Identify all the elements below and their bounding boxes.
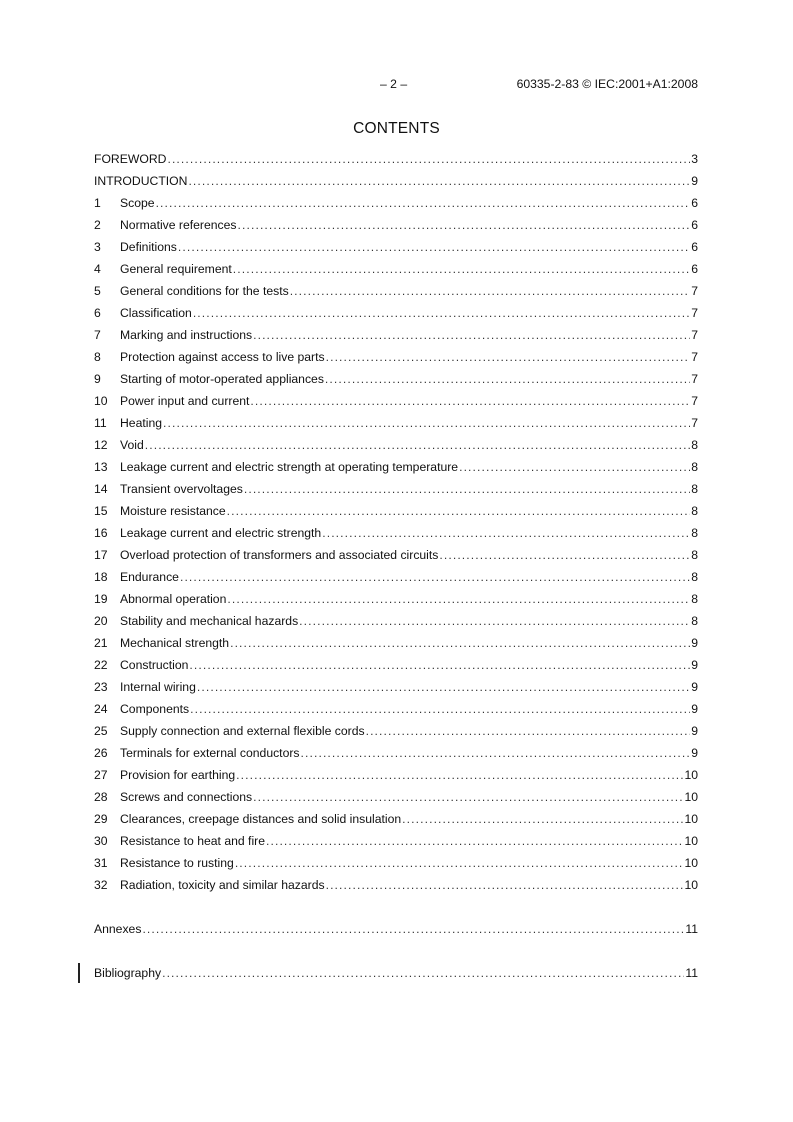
- toc-entry-title: Classification: [120, 306, 192, 320]
- toc-entry-number: 29: [94, 812, 108, 826]
- toc-clause-9[interactable]: [94, 370, 698, 392]
- toc-clause-25[interactable]: [94, 722, 698, 744]
- toc-clause-8[interactable]: [94, 348, 698, 370]
- toc-entry-number: 13: [94, 460, 108, 474]
- toc-entry-title: Heating: [120, 416, 163, 430]
- toc-entry-page: 9: [691, 658, 698, 672]
- toc-entry-page: 8: [691, 548, 698, 562]
- toc-clause-5[interactable]: [94, 282, 698, 304]
- toc-clause-21[interactable]: [94, 634, 698, 656]
- dot-leader: [145, 436, 690, 454]
- dot-leader: [193, 304, 690, 322]
- toc-entry-title: Definitions: [120, 240, 177, 254]
- toc-entry-number: 11: [94, 416, 107, 430]
- toc-entry-number: 24: [94, 702, 108, 716]
- toc-entry-bibliography[interactable]: [94, 964, 698, 986]
- toc-entry-page: 11: [685, 922, 698, 936]
- toc-entry-title: Mechanical strength: [120, 636, 230, 650]
- toc-entry-title: Provision for earthing: [120, 768, 236, 782]
- dot-leader: [325, 370, 690, 388]
- toc-entry-title: Resistance to rusting: [120, 856, 234, 870]
- toc-entry-page: 11: [685, 966, 698, 980]
- toc-entry-page: 8: [691, 614, 698, 628]
- toc-entry-title: Stability and mechanical hazards: [120, 614, 299, 628]
- toc-entry-title: Supply connection and external flexible cords: [120, 724, 365, 738]
- toc-clause-14[interactable]: [94, 480, 698, 502]
- dot-leader: [178, 238, 690, 256]
- toc-entry-title: Protection against access to live parts: [120, 350, 325, 364]
- toc-entry-page: 9: [691, 702, 698, 716]
- toc-entry-page: 8: [691, 526, 698, 540]
- dot-leader: [190, 700, 690, 718]
- toc-entry-number: 8: [94, 350, 101, 364]
- dot-leader: [167, 150, 690, 168]
- toc-entry-page: 7: [691, 306, 698, 320]
- toc-entry-number: 5: [94, 284, 101, 298]
- toc-entry-page: 8: [691, 482, 698, 496]
- toc-entry-number: 31: [94, 856, 108, 870]
- toc-entry-introduction[interactable]: [94, 172, 698, 194]
- toc-entry-page: 8: [691, 460, 698, 474]
- dot-leader: [142, 920, 684, 938]
- toc-entry-number: 4: [94, 262, 101, 276]
- toc-entry-page: 6: [691, 262, 698, 276]
- dot-leader: [439, 546, 690, 564]
- page-header: [380, 77, 698, 93]
- toc-entry-number: 20: [94, 614, 108, 628]
- dot-leader: [163, 414, 690, 432]
- dot-leader: [326, 876, 684, 894]
- toc-entry-title: Construction: [120, 658, 189, 672]
- toc-clause-27[interactable]: [94, 766, 698, 788]
- dot-leader: [162, 964, 684, 982]
- toc-entry-number: 6: [94, 306, 101, 320]
- dot-leader: [250, 392, 690, 410]
- toc-entry-title: Leakage current and electric strength: [120, 526, 322, 540]
- toc-entry-number: 14: [94, 482, 108, 496]
- toc-entry-page: 9: [691, 680, 698, 694]
- toc-entry-title: Internal wiring: [120, 680, 196, 694]
- toc-entry-number: 19: [94, 592, 108, 606]
- toc-entry-page: 7: [691, 328, 698, 342]
- toc-entry-title: Annexes: [94, 922, 142, 936]
- toc-entry-page: 8: [691, 592, 698, 606]
- toc-entry-page: 9: [691, 746, 698, 760]
- toc-entry-title: Bibliography: [94, 966, 162, 980]
- toc-clause-23[interactable]: [94, 678, 698, 700]
- toc-clause-11[interactable]: [94, 414, 698, 436]
- dot-leader: [180, 568, 690, 586]
- toc-entry-page: 10: [684, 834, 698, 848]
- toc-clause-30[interactable]: [94, 832, 698, 854]
- toc-clause-20[interactable]: [94, 612, 698, 634]
- dot-leader: [266, 832, 683, 850]
- toc-entry-page: 6: [691, 196, 698, 210]
- toc-entry-page: 8: [691, 504, 698, 518]
- toc-entry-title: Resistance to heat and fire: [120, 834, 265, 848]
- dot-leader: [236, 766, 683, 784]
- dot-leader: [197, 678, 690, 696]
- toc-clause-3[interactable]: [94, 238, 698, 260]
- toc-clause-22[interactable]: [94, 656, 698, 678]
- toc-entry-number: 7: [94, 328, 101, 342]
- toc-clause-6[interactable]: [94, 304, 698, 326]
- toc-entry-page: 3: [691, 152, 698, 166]
- toc-entry-title: Components: [120, 702, 190, 716]
- dot-leader: [402, 810, 683, 828]
- toc-entry-title: Transient overvoltages: [120, 482, 243, 496]
- toc-entry-number: 1: [94, 196, 101, 210]
- toc-clause-15[interactable]: [94, 502, 698, 524]
- toc-entry-title: Moisture resistance: [120, 504, 226, 518]
- toc-entry-page: 7: [691, 350, 698, 364]
- toc-entry-number: 26: [94, 746, 108, 760]
- page-number: – 2 –: [380, 77, 408, 91]
- change-bar: [78, 963, 80, 983]
- dot-leader: [235, 854, 684, 872]
- dot-leader: [459, 458, 690, 476]
- toc-entry-page: 10: [684, 812, 698, 826]
- toc-entry-number: 30: [94, 834, 108, 848]
- toc-clause-32[interactable]: [94, 876, 698, 898]
- dot-leader: [253, 788, 683, 806]
- toc-entry-title: Clearances, creepage distances and solid insulation: [120, 812, 402, 826]
- dot-leader: [227, 590, 690, 608]
- dot-leader: [230, 634, 690, 652]
- dot-leader: [189, 656, 690, 674]
- toc-entry-page: 8: [691, 438, 698, 452]
- toc-entry-title: Void: [120, 438, 144, 452]
- toc-clause-31[interactable]: [94, 854, 698, 876]
- toc-clause-28[interactable]: [94, 788, 698, 810]
- dot-leader: [290, 282, 691, 300]
- dot-leader: [326, 348, 691, 366]
- toc-entry-number: 22: [94, 658, 108, 672]
- toc-entry-title: Terminals for external conductors: [120, 746, 300, 760]
- toc-entry-page: 8: [691, 570, 698, 584]
- dot-leader: [227, 502, 691, 520]
- dot-leader: [233, 260, 690, 278]
- toc-clause-2[interactable]: [94, 216, 698, 238]
- toc-clause-12[interactable]: [94, 436, 698, 458]
- toc-clause-16[interactable]: [94, 524, 698, 546]
- dot-leader: [156, 194, 691, 212]
- toc-entry-page: 7: [691, 284, 698, 298]
- toc-clause-29[interactable]: [94, 810, 698, 832]
- toc-entry-number: 15: [94, 504, 108, 518]
- toc-entry-page: 6: [691, 218, 698, 232]
- toc-entry-number: 28: [94, 790, 108, 804]
- toc-entry-page: 9: [691, 174, 698, 188]
- toc-entry-number: 16: [94, 526, 108, 540]
- toc-entry-title: Endurance: [120, 570, 179, 584]
- table-of-contents: [94, 150, 698, 986]
- page-title: CONTENTS: [353, 120, 440, 137]
- toc-entry-page: 7: [691, 416, 698, 430]
- toc-entry-title: General conditions for the tests: [120, 284, 289, 298]
- dot-leader: [301, 744, 691, 762]
- toc-entry-title: Power input and current: [120, 394, 250, 408]
- toc-clause-18[interactable]: [94, 568, 698, 590]
- toc-entry-title: Starting of motor-operated appliances: [120, 372, 324, 386]
- toc-clause-13[interactable]: [94, 458, 698, 480]
- toc-entry-number: 3: [94, 240, 101, 254]
- dot-leader: [253, 326, 690, 344]
- toc-entry-page: 7: [691, 372, 698, 386]
- toc-entry-title: Leakage current and electric strength at operating temperature: [120, 460, 459, 474]
- toc-entry-page: 7: [691, 394, 698, 408]
- toc-entry-number: 17: [94, 548, 108, 562]
- dot-leader: [238, 216, 691, 234]
- toc-entry-annexes[interactable]: [94, 920, 698, 942]
- toc-entry-title: Marking and instructions: [120, 328, 253, 342]
- toc-entry-page: 6: [691, 240, 698, 254]
- toc-entry-title: General requirement: [120, 262, 232, 276]
- toc-clause-26[interactable]: [94, 744, 698, 766]
- toc-entry-number: 18: [94, 570, 108, 584]
- toc-clause-24[interactable]: [94, 700, 698, 722]
- toc-entry-number: 25: [94, 724, 108, 738]
- toc-entry-number: 23: [94, 680, 108, 694]
- dot-leader: [366, 722, 691, 740]
- toc-entry-title: Scope: [120, 196, 155, 210]
- standard-reference: 60335-2-83 © IEC:2001+A1:2008: [516, 77, 698, 91]
- toc-entry-page: 10: [684, 768, 698, 782]
- dot-leader: [188, 172, 690, 190]
- toc-entry-title: FOREWORD: [94, 152, 167, 166]
- toc-entry-number: 10: [94, 394, 108, 408]
- toc-entry-title: Normative references: [120, 218, 237, 232]
- toc-clause-7[interactable]: [94, 326, 698, 348]
- toc-entry-page: 10: [684, 878, 698, 892]
- toc-entry-number: 32: [94, 878, 108, 892]
- dot-leader: [322, 524, 690, 542]
- toc-entry-number: 27: [94, 768, 108, 782]
- toc-entry-title: Abnormal operation: [120, 592, 227, 606]
- toc-clause-1[interactable]: [94, 194, 698, 216]
- dot-leader: [244, 480, 690, 498]
- toc-entry-title: Screws and connections: [120, 790, 253, 804]
- toc-clause-19[interactable]: [94, 590, 698, 612]
- toc-entry-number: 12: [94, 438, 108, 452]
- toc-entry-foreword[interactable]: [94, 150, 698, 172]
- toc-entry-title: INTRODUCTION: [94, 174, 188, 188]
- toc-entry-number: 21: [94, 636, 108, 650]
- toc-clause-17[interactable]: [94, 546, 698, 568]
- toc-entry-page: 9: [691, 636, 698, 650]
- dot-leader: [299, 612, 690, 630]
- toc-entry-number: 9: [94, 372, 101, 386]
- toc-entry-page: 9: [691, 724, 698, 738]
- toc-clause-10[interactable]: [94, 392, 698, 414]
- toc-clause-4[interactable]: [94, 260, 698, 282]
- toc-entry-title: Overload protection of transformers and associated circuits: [120, 548, 439, 562]
- toc-entry-number: 2: [94, 218, 101, 232]
- toc-entry-title: Radiation, toxicity and similar hazards: [120, 878, 325, 892]
- toc-entry-page: 10: [684, 790, 698, 804]
- toc-entry-page: 10: [684, 856, 698, 870]
